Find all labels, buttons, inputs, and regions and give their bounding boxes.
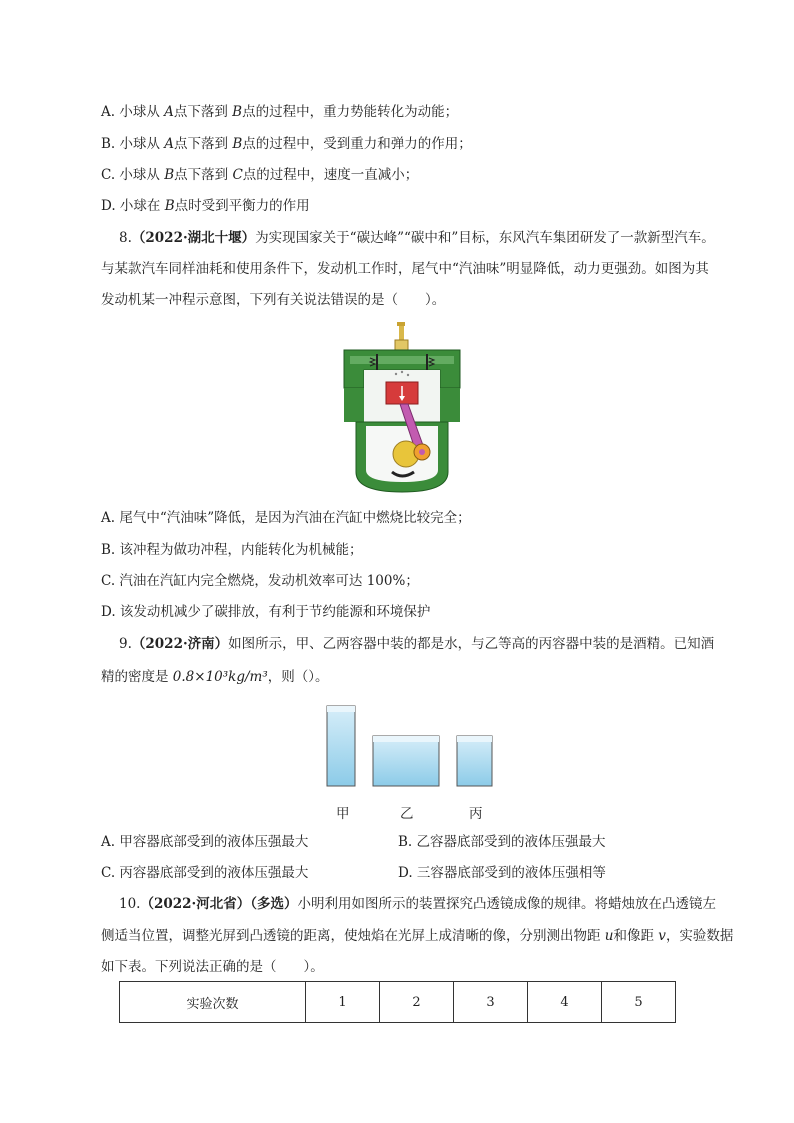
q8-option-d: D. 该发动机减少了碳排放，有利于节约能源和环境保护 <box>101 604 431 620</box>
spark-plug-top <box>397 322 405 326</box>
container-yi <box>373 736 439 786</box>
q7-option-a: A. 小球从 A点下落到 B点的过程中，重力势能转化为动能； <box>101 104 459 120</box>
table-cell: 1 <box>306 982 380 1023</box>
q9-option-d: D. 三容器底部受到的液体压强相等 <box>398 865 606 881</box>
table-cell: 5 <box>602 982 676 1023</box>
table-row <box>120 982 676 1023</box>
table-cell: 2 <box>380 982 454 1023</box>
table-header-cell: 实验次数 <box>120 982 306 1023</box>
q9-option-a: A. 甲容器底部受到的液体压强最大 <box>101 834 309 850</box>
q8-option-c: C. 汽油在汽缸内完全燃烧，发动机效率可达 100%； <box>101 573 419 589</box>
density-formula: 0.8×10³kg/m³ <box>172 669 268 685</box>
q9-option-b: B. 乙容器底部受到的液体压强最大 <box>398 834 606 850</box>
q7-option-b: B. 小球从 A点下落到 B点的过程中，受到重力和弹力的作用； <box>101 136 472 152</box>
table-cell: 3 <box>454 982 528 1023</box>
containers-figure <box>325 704 495 790</box>
experiment-data-table <box>119 981 676 1023</box>
container-jia <box>327 706 355 786</box>
container-label-bing: 丙 <box>469 806 483 822</box>
q8-option-a: A. 尾气中“汽油味”降低，是因为汽油在汽缸中燃烧比较完全； <box>101 510 471 526</box>
q8-stem-line2: 与某款汽车同样油耗和使用条件下，发动机工作时，尾气中“汽油味”明显降低，动力更强劲。如图为其 <box>101 261 709 277</box>
q8-stem-line1: 8.（2022·湖北十堰）为实现国家关于“碳达峰”“碳中和”目标，东风汽车集团研发了一款新型汽车。 <box>119 230 715 246</box>
q10-stem-line3: 如下表。下列说法正确的是（ ）。 <box>101 959 324 975</box>
q8-stem-line3: 发动机某一冲程示意图，下列有关说法错误的是（ ）。 <box>101 292 446 308</box>
table-cell: 4 <box>528 982 602 1023</box>
q9-stem-line2: 精的密度是 0.8×10³kg/m³，则（）。 <box>101 669 329 685</box>
q7-option-c: C. 小球从 B点下落到 C点的过程中，速度一直减小； <box>101 167 419 183</box>
container-label-yi: 乙 <box>400 806 414 822</box>
engine-stroke-figure <box>340 322 464 496</box>
spark-plug-body <box>399 326 404 340</box>
q8-option-b: B. 该冲程为做功冲程，内能转化为机械能； <box>101 542 363 558</box>
q9-stem-line1: 9.（2022·济南）如图所示，甲、乙两容器中装的都是水，与乙等高的丙容器中装的是酒精。已知酒 <box>119 636 715 652</box>
q10-stem-line2: 侧适当位置，调整光屏到凸透镜的距离，使烛焰在光屏上成清晰的像，分别测出物距 u和像距 v，实验数据 <box>101 928 734 944</box>
q7-option-d: D. 小球在 B点时受到平衡力的作用 <box>101 198 310 214</box>
container-label-jia: 甲 <box>336 806 350 822</box>
container-bing <box>457 736 492 786</box>
q9-option-c: C. 丙容器底部受到的液体压强最大 <box>101 865 309 881</box>
q10-stem-line1: 10.（2022·河北省）（多选）小明利用如图所示的装置探究凸透镜成像的规律。将蜡烛放在凸透镜左 <box>119 896 717 912</box>
